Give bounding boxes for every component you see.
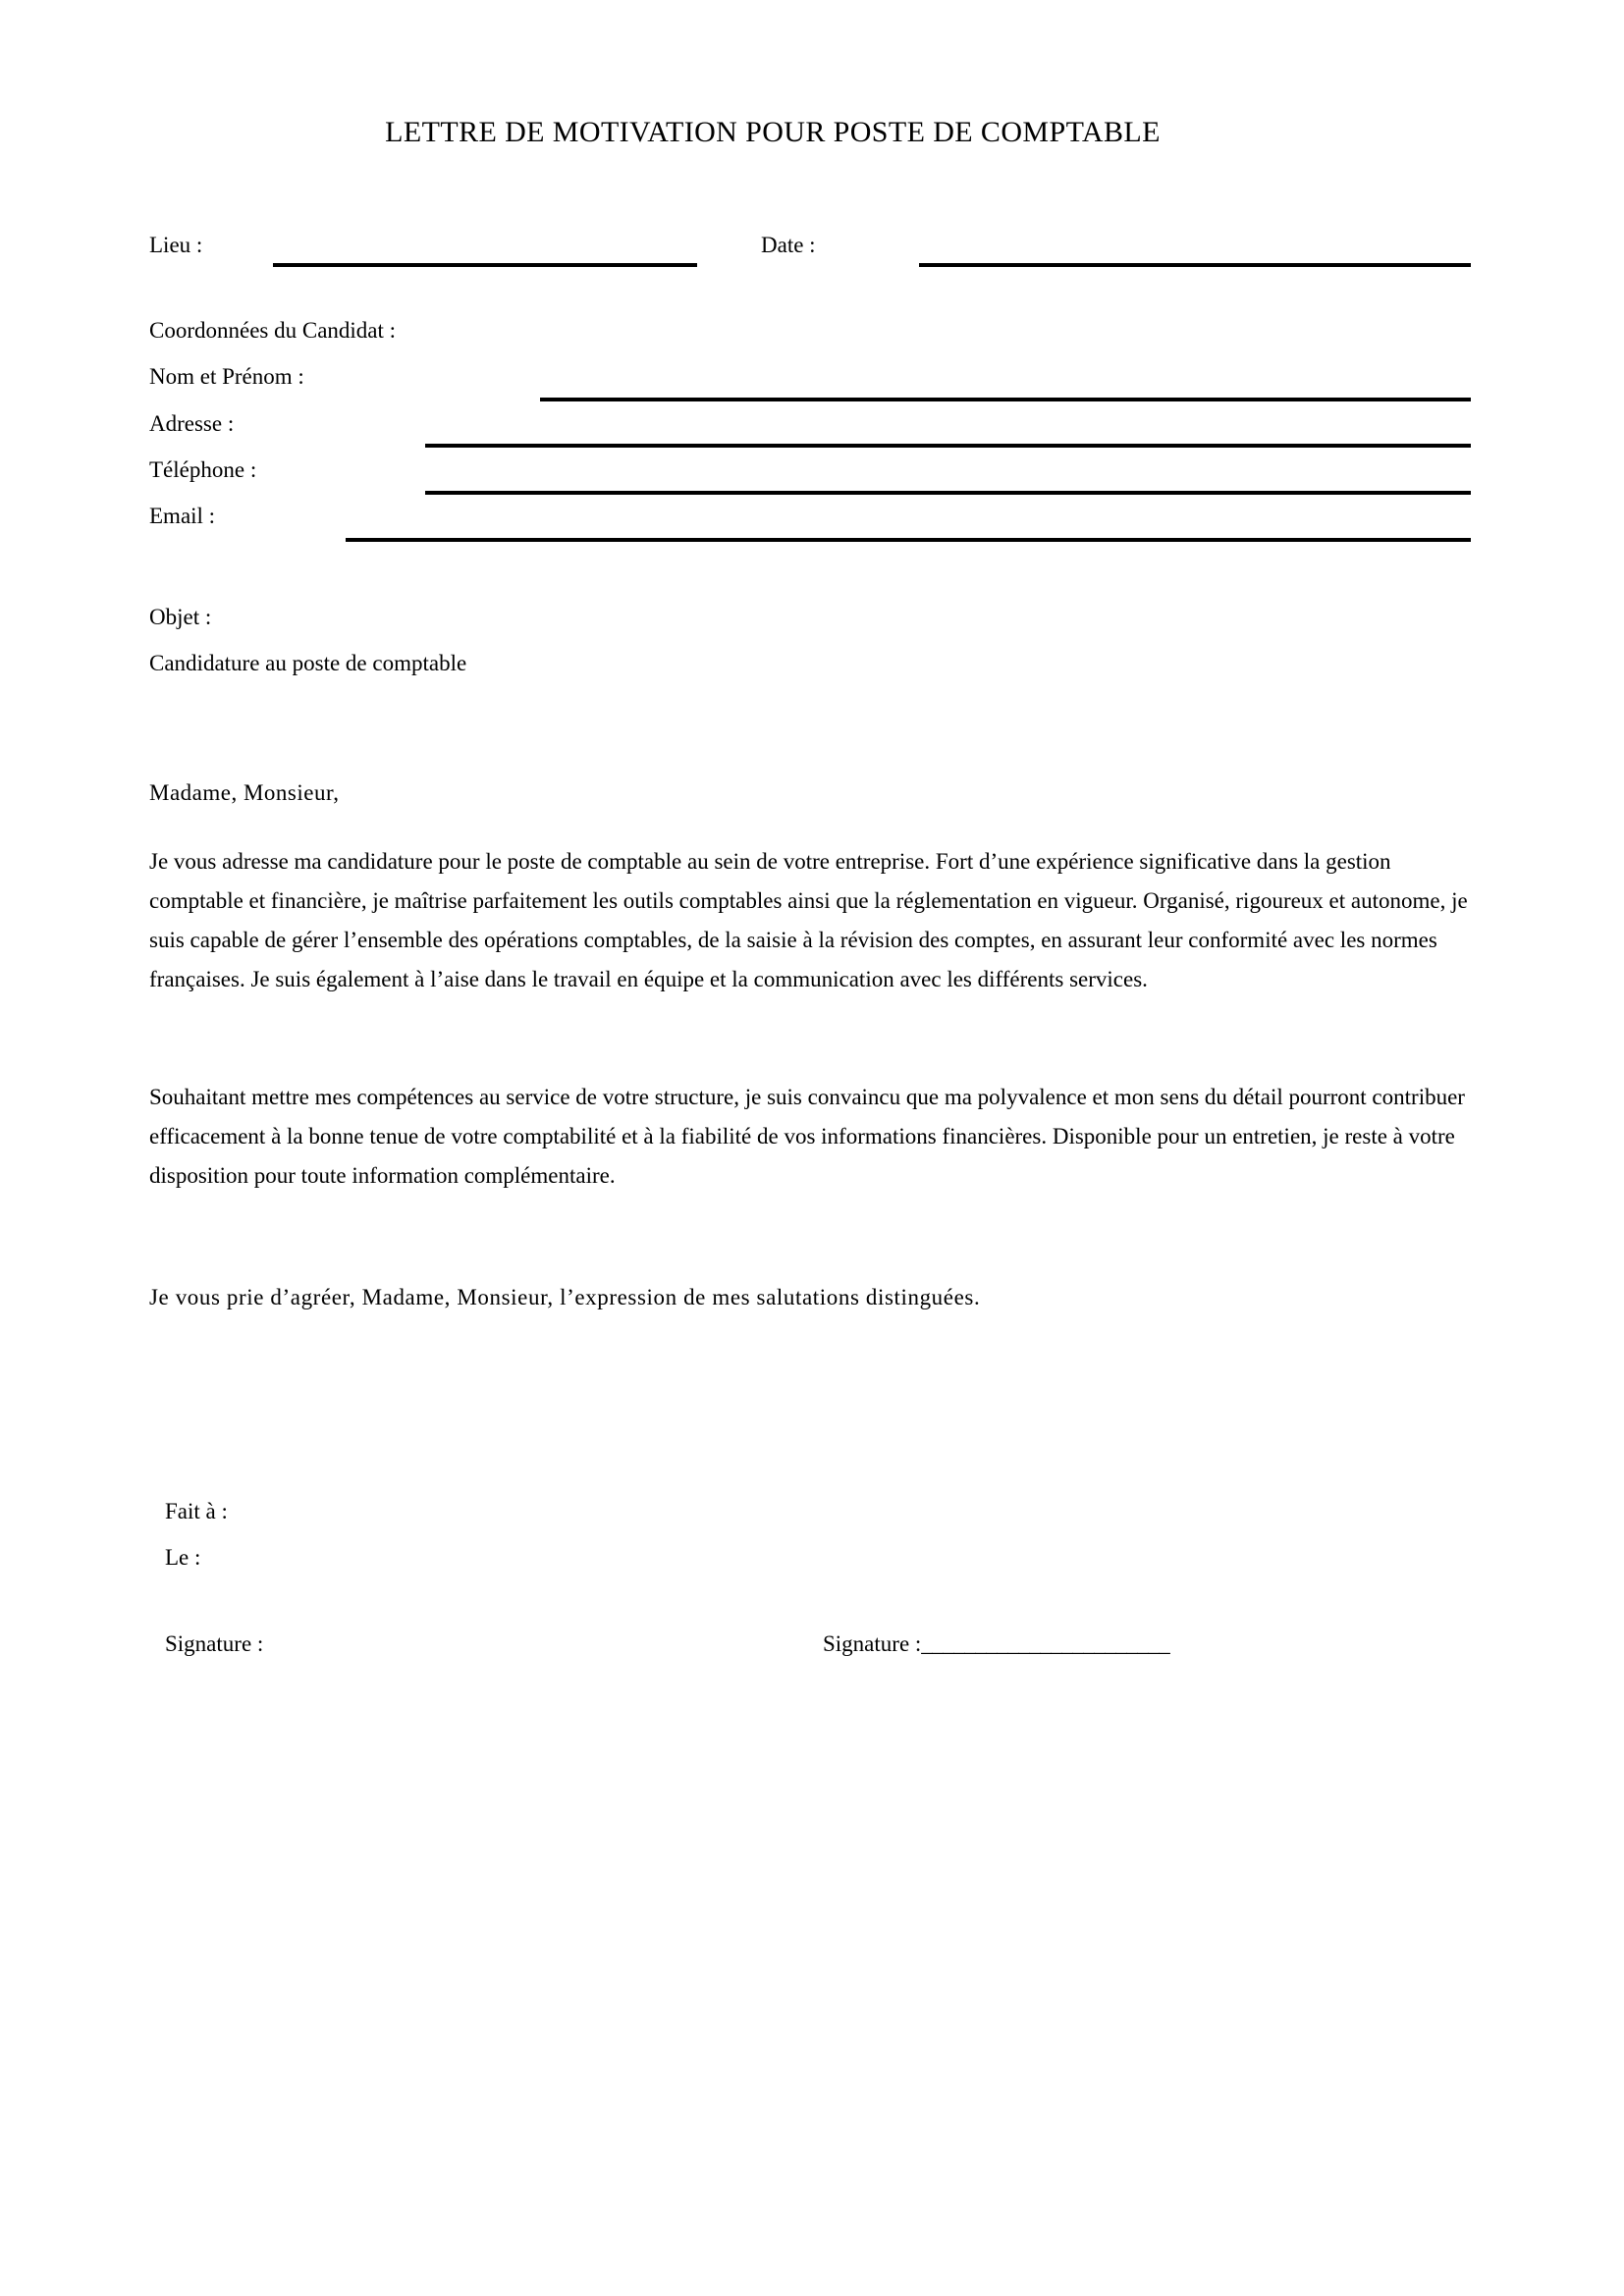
salutation: Madame, Monsieur, [149, 780, 340, 805]
address-label: Adresse : [149, 411, 235, 436]
body-paragraph-2: Souhaitant mettre mes compétences au service de votre structure, je suis convaincu que ma polyvalence et mon sens du détail pourront contribuer efficacement à la bonne tenue de votre comptabilité et à la fiabilité de vos informations financières. Disponible pour un entretien, je reste à votre disposition pour toute information complémentaire. [149, 1085, 1465, 1188]
phone-input-rule[interactable] [425, 491, 1471, 495]
fait-a-label: Fait à : [165, 1499, 228, 1523]
name-input-rule[interactable] [540, 398, 1471, 401]
subject-value: Candidature au poste de comptable [149, 651, 467, 675]
signature-right-label: Signature : [823, 1631, 922, 1656]
lieu-label: Lieu : [149, 233, 203, 257]
signature-right-block [823, 1632, 1169, 1655]
body-paragraph-1: Je vous adresse ma candidature pour le poste de comptable au sein de votre entreprise. Fort d’une expérience significative dans la gestion comptable et financière, je maîtrise parfaitement les outils comptables ainsi que la réglementation en vigueur. Organisé, rigoureux et autonome, je suis capable de gérer l’ensemble des opérations comptables, de la saisie à la révision des comptes, en assurant leur conformité avec les normes françaises. Je suis également à l’aise dans le travail en équipe et la communication avec les différents services. [149, 849, 1468, 991]
closing-line: Je vous prie d’agréer, Madame, Monsieur, l’expression de mes salutations distinguées. [149, 1285, 981, 1309]
signature-right-line[interactable]: _______________________ [921, 1631, 1170, 1656]
phone-label: Téléphone : [149, 457, 257, 482]
le-label: Le : [165, 1545, 201, 1570]
date-input-rule[interactable] [919, 263, 1471, 267]
address-input-rule[interactable] [425, 444, 1471, 448]
date-label: Date : [761, 233, 816, 257]
candidate-section-label: Coordonnées du Candidat : [149, 318, 397, 343]
email-input-rule[interactable] [346, 538, 1471, 542]
signature-left-label: Signature : [165, 1631, 264, 1656]
email-label: Email : [149, 504, 216, 528]
page-title: LETTRE DE MOTIVATION POUR POSTE DE COMPTABLE [385, 116, 1161, 148]
subject-label: Objet : [149, 605, 212, 629]
lieu-input-rule[interactable] [273, 263, 697, 267]
name-label: Nom et Prénom : [149, 364, 304, 389]
